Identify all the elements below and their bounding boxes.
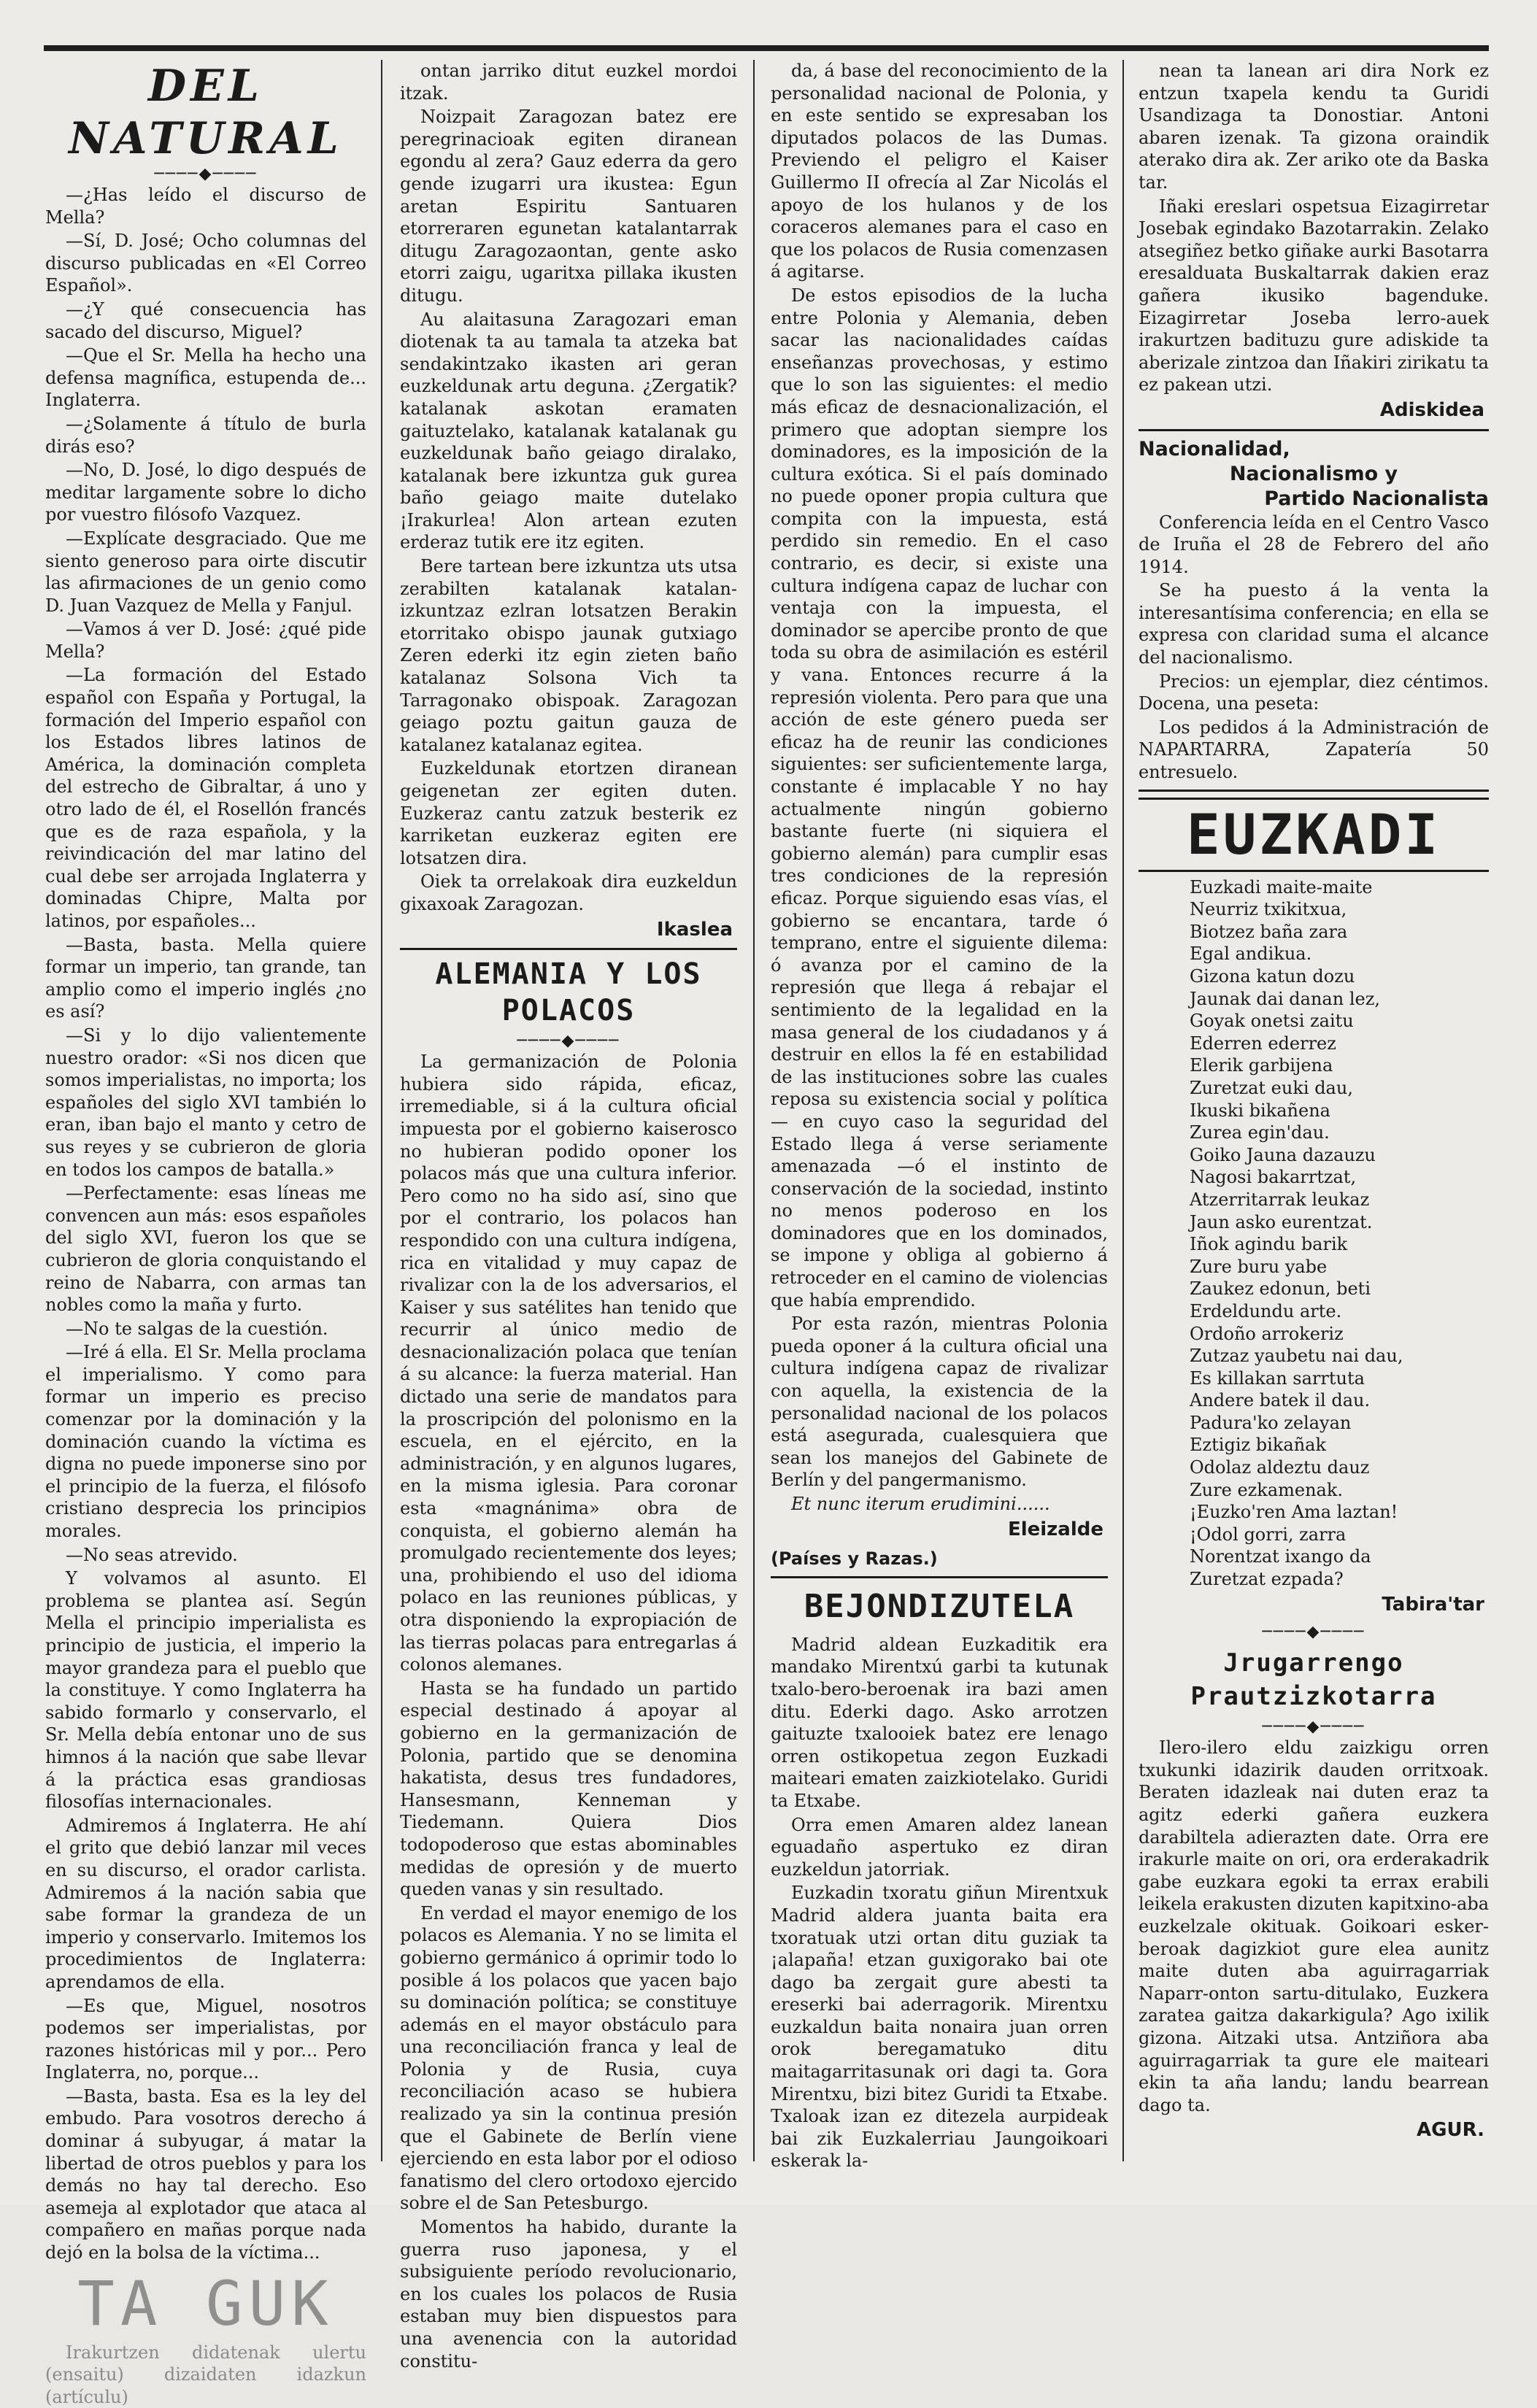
article-paragraph: —¿Solamente á título de burla dirás eso?: [45, 413, 366, 457]
del-natural-article: [45, 184, 366, 2264]
article-paragraph: —Que el Sr. Mella ha hecho una defensa magnífica, estupenda de... Inglaterra.: [45, 345, 366, 411]
ornament-divider: ────◆────: [1262, 1718, 1365, 1737]
article-paragraph: Euzkadin txoratu giñun Mirentxuk Madrid aldera juanta baita era txoratuak utzi ortan ditu guziak ta ¡alapaña! etzan guxigorako bai ote dago ba zergait gure abesti ta ereserki bai aderragorik. Mirentxu euzkaldun baita nonaira juan orren orok beregamatuko ditu maitagarritasunak ori dagi ta. Gora Mirentxu, bizi bitez Guridi ta Etxabe. Txaloak izan ez ditezela aurpideak bai zik Euzkalerriau Jaungoikoari eskerak la-: [771, 1883, 1108, 2172]
article-paragraph: —Perfectamente: esas líneas me convencen aun más: esos españoles del siglo XVI, fueron los que se cubrieron de gloria conquistando el reino de Nabarra, con armas tan nobles como la maña y furto.: [45, 1183, 366, 1316]
notice-paragraph: Se ha puesto á la venta la interesantísima conferencia; en ella se expresa con claridad suma el alcance del nacionalismo.: [1139, 580, 1489, 668]
column-divider: [1122, 60, 1124, 2161]
article-paragraph: —Explícate desgraciado. Que me siento generoso para oirte discutir las afirmaciones de un genio como D. Juan Vazquez de Mella y Fanjul.: [45, 528, 366, 616]
article-paragraph: Hasta se ha fundado un partido especial destinado á apoyar al gobierno en la germanización de Polonia, partido que se denomina hakatista, desus tres fundadores, Hansesmann, Kenneman y Tiedemann. Quiera Dios todopoderoso que estas abominables medidas de opresión y de muerto queden vanas y sin resultado.: [400, 1678, 737, 1900]
column-3: [771, 60, 1108, 2176]
poem-line: Jaun asko eurentzat.: [1190, 1211, 1373, 1232]
poem-line: ¡Euzko'ren Ama laztan!: [1190, 1502, 1398, 1523]
euzkadi-poem: [1139, 876, 1489, 1591]
article-paragraph: —Sí, D. José; Ocho columnas del discurso publicadas en «El Correo Español».: [45, 231, 366, 296]
article-paragraph: —No, D. José, lo digo después de meditar largamente sobre lo dicho por vuestro filósofo Vazquez.: [45, 460, 366, 525]
article-paragraph: —¿Y qué consecuencia has sacado del discurso, Miguel?: [45, 298, 366, 342]
article-paragraph: —Es que, Miguel, nosotros podemos ser imperialistas, por razones históricas mil y por... Pero Inglaterra, no, porque...: [45, 1995, 366, 2083]
paises-y-razas: (Países y Razas.): [771, 1548, 938, 1570]
article-paragraph: Momentos ha habido, durante la guerra ruso japonesa, y el subsiguiente período revolucionario, en los cuales los polacos de Rusia estaban muy bien dispuestos para una avenencia con la autoridad constitu-: [400, 2217, 737, 2372]
top-rule: [44, 45, 1489, 51]
article-paragraph: —Basta, basta. Mella quiere formar un imperio, tan grande, tan amplio como el imperio inglés ¿no es así?: [45, 934, 366, 1022]
article-paragraph: —Basta, basta. Esa es la ley del embudo. Para vosotros derecho á dominar á subyugar, á matar la libertad de otros pueblos y para los demás no hay tal derecho. Eso asemeja al explotador que ataca al compañero en mañas porque nada dejó en la bolsa de la víctima...: [45, 2085, 366, 2264]
signature-tabira-tar: Tabira'tar: [1382, 1593, 1484, 1616]
alemania-heading: ALEMANIA Y LOS POLACOS: [435, 957, 702, 1028]
ornament-divider: ────◆────: [1262, 1623, 1365, 1642]
euzkadi-heading: EUZKADI: [1139, 798, 1489, 872]
article-paragraph: —¿Has leído el discurso de Mella?: [45, 185, 366, 228]
article-paragraph: Au alaitasuna Zaragozari eman diotenak ta au tamala ta atzeka bat sendakintzako ikasten ari geran euzkeldunak artu deguna. ¿Zergatik? katalanak askotan eramaten gaituztelako, katalanak katalanak gu euzkeldunak baño geiago diralako, katalanak bere izkuntza guk gurea baño geiago maite dutelako ¡Irakurlea! Alon artean ezuten erderaz tutik ere itz egiten.: [400, 309, 737, 553]
poem-line: Zure buru yabe: [1190, 1256, 1328, 1277]
poem-line: Zurea egin'dau.: [1190, 1122, 1330, 1143]
rule: [1139, 790, 1489, 792]
rule: [1139, 429, 1489, 431]
poem-line: Padura'ko zelayan: [1190, 1412, 1352, 1433]
alemania-article: [400, 1051, 737, 2372]
article-paragraph: Orra emen Amaren aldez lanean eguadaño aspertuko ez diran euzkeldun jatorriak.: [771, 1814, 1108, 1880]
article-paragraph: Madrid aldean Euzkaditik era mandako Mirentxú garbi ta kutunak txalo-bero-beroenak ira bazi amen ditu. Ederki dago. Asko arrotzen gaituzte txalooiek batez ere lenago orren ostikopetua zegon Euzkadi maiteari ematen zaizkiotelako. Guridi ta Etxabe.: [771, 1634, 1108, 1811]
article-paragraph: —Vamos á ver D. José: ¿qué pide Mella?: [45, 619, 366, 662]
polonia-article: [771, 60, 1108, 1492]
poem-line: ¡Odol gorri, zarra: [1190, 1524, 1347, 1545]
conferencia-notice: [1139, 512, 1489, 784]
rule: [400, 948, 737, 950]
article-paragraph: En verdad el mayor enemigo de los polacos es Alemania. Y no se limita el gobierno germánico á oprimir todo lo posible á los polacos que yacen bajo su dominación política; se constituye además en el mayor obstáculo para una reconciliación franca y leal de Polonia y de Rusia, cuya reconciliación acaso se hubiera realizado ya sin la continua presión que el Gabinete de Berlín viene ejerciendo en esta labor por el odioso fanatismo del clero ortodoxo ejercido sobre el de San Petesburgo.: [400, 1902, 737, 2214]
article-paragraph: Iñaki ereslari ospetsua Eizagirretar Josebak egindako Bazotarrakin. Zelako atsegiñez betko giñake aurki Basotarra eresalduata Buskaltarrak dakien eraz gañera ikusiko bagenduke. Eizagirretar Joseba lerro-auek irakurtzen badituzu gure adiskide ta aberizale zintzoa dan Iñakiri zirikatu ta ez pakean utzi.: [1139, 196, 1489, 395]
poem-line: Nagosi bakarrtzat,: [1190, 1167, 1357, 1188]
signature-agur: AGUR.: [1417, 2119, 1484, 2142]
column-4: [1139, 60, 1489, 2176]
frontoi-article: [1139, 60, 1489, 396]
poem-line: Zure ezkamenak.: [1190, 1479, 1344, 1500]
article-paragraph: La germanización de Polonia hubiera sido rápida, eficaz, irremediable, si á la cultura oficial impuesta por el gobierno kaiserosco no hubieran podido oponer los polacos más que una cultura inferior. Pero como no ha sido así, sino que por el contrario, los polacos han respondido con una cultura indígena, rica en vitalidad y muy capaz de rivalizar con la de los adversarios, el Kaiser y sus satélites han tenido que recurrir al único medio de desnacionalización polaca que tenían á su alcance: la fuerza material. Han dictado una serie de mandatos para la proscripción del polonismo en la escuela, en el ejército, en la administración, y en algunos lugares, en la misma iglesia. Para coronar esta «magnánima» obra de conquista, el gobierno alemán ha promulgado recientemente dos leyes; una, prohibiendo el uso del idioma polaco en las reuniones públicas, y otra disponiendo la expropiación de las tierras polacas para entregarlas á colonos alemanes.: [400, 1051, 737, 1675]
del-natural-heading: DEL NATURAL: [69, 61, 343, 164]
article-paragraph: Noizpait Zaragozan batez ere peregrinacioak egiten diranean egondu al zera? Gauz ederra da gero gende izugarri ura ikustea: Egun aretan Espiritu Santuaren etorreraren egunetan katalantarrak ditugu Zaragozaontan, gente asko etorri zaigu, ugaritxa pillaka ikusten ditugu.: [400, 107, 737, 306]
article-paragraph: Y volvamos al asunto. El problema se plantea así. Según Mella el principio imperialista es principio de justicia, el imperio la mayor grandeza para el pueblo que la constituye. Y como Inglaterra ha sabido formarlo y conservarlo, el Sr. Mella debía entonar uno de sus himnos á la nación que sabe llevar á la práctica esas grandiosas filosofías internacionales.: [45, 1568, 366, 1813]
article-paragraph: —La formación del Estado español con España y Portugal, la formación del Imperio español con los Estados libres latinos de América, la dominación completa del estrecho de Gibraltar, á uno y otro lado de él, el Rosellón francés que es de raza española, y la reivindicación del mar latino del cual debe ser arrojada Inglaterra y dominadas Chipre, Malta por latinos, por españoles...: [45, 665, 366, 931]
latin-quote: Et nunc iterum erudimini......: [791, 1494, 1050, 1514]
article-paragraph: da, á base del reconocimiento de la personalidad nacional de Polonia, y en este sentido se expresaban los diputados polacos de las Dumas. Previendo el peligro el Kaiser Guillermo II ofrecía al Zar Nicolás el apoyo de los hulanos y de los coraceros alemanes para el caso en que los polacos de Rusia comenzasen á agitarse.: [771, 61, 1108, 282]
bejondizutela-article: [771, 1634, 1108, 2172]
notice-paragraph: Los pedidos á la Administración de NAPARTARRA, Zapatería 50 entresuelo.: [1139, 717, 1489, 783]
article-paragraph: Euzkeldunak etortzen diranean geigenetan zer egiten duten. Euzkeraz cantu zatzuk besterik ez karriketan euzkeraz egiten ere lotsatzen dira.: [400, 758, 737, 868]
poem-line: Neurriz txikitxua,: [1190, 899, 1347, 920]
poem-line: Gizona katun dozu: [1190, 966, 1355, 987]
poem-line: Es killakan sarrtuta: [1190, 1367, 1365, 1389]
nacionalidad-heading-line1: Nacionalidad,: [1139, 437, 1290, 460]
poem-line: Norentzat ixango da: [1190, 1546, 1371, 1567]
article-paragraph: Bere tartean bere izkuntza uts utsa zerabilten katalanak katalan-izkuntzaz ezlran lotsatzen Berakin etorritako obispo jaunak gutxiago Zeren ederki itz egin zieten baño katalanaz Solsona Vich ta Tarragonako obispoak. Zaragozan geiago poztu gaitun gauza de katalanez katalanaz egitea.: [400, 556, 737, 755]
poem-line: Odolaz aldeztu dauz: [1190, 1457, 1370, 1478]
poem-line: Ikuski bikañena: [1190, 1100, 1330, 1121]
article-paragraph: —Iré á ella. El Sr. Mella proclama el imperialismo. Y como para formar un imperio es preciso comenzar por la dominación y la dominación cuando la víctima es digna no puede imponerse sino por el principio de la fuerza, el filósofo cristiano desprecia los principios morales.: [45, 1342, 366, 1542]
signature-eleizalde: Eleizalde: [1007, 1518, 1103, 1540]
column-divider: [753, 60, 755, 2161]
ornament-divider: ────◆────: [517, 1032, 620, 1051]
article-paragraph: Admiremos á Inglaterra. He ahí el grito que debió lanzar mil veces en su discurso, el orador carlista. Admiremos á la nación sabia que sabe formar la grandeza de un imperio y conservarlo. Imitemos los procedimientos de Inglaterra: aprendamos de ella.: [45, 1815, 366, 1992]
jrugarrengo-heading: Jrugarrengo Prautzizkotarra: [1190, 1648, 1437, 1712]
signature-adiskidea: Adiskidea: [1379, 398, 1484, 421]
jrugarrengo-article: [1139, 1737, 1489, 2116]
poem-line: Elerik garbijena: [1190, 1055, 1333, 1076]
article-paragraph: Ilero-ilero eldu zaizkigu orren txukunki idazirik dauden orritxoak. Beraten idazleak nai duten eraz ta agitz ederki gañera euzkera darabiltela adierazten date. Orra ere irakurle maite on ori, ora erderakadrik gabe euzkara egoki ta errax erabili leikela erakusten dizuten kapitxino-aba euzkelzale okituak. Goikoari esker-beroak dagizkiot gure elea aunitz maite duten aba aguirragarriak Naparr-onton sartu-ditulako, Euzkera zaratea gaitza dakarkigula? Ago ixilik gizona. Aitzaki utsa. Antziñora aba aguirragarriak ta gure ele maiteari ekin ta aña landu; landu bearrean dago ta.: [1139, 1737, 1489, 2115]
poem-line: Ederren ederrez: [1190, 1033, 1336, 1054]
poem-line: Zaukez edonun, beti: [1190, 1278, 1371, 1300]
poem-line: Andere batek il dau.: [1190, 1390, 1371, 1411]
article-paragraph: Oiek ta orrelakoak dira euzkeldun gixaxoak Zaragozan.: [400, 871, 737, 914]
poem-line: Biotzez baña zara: [1190, 921, 1348, 942]
poem-line: Jaunak dai danan lez,: [1190, 988, 1380, 1009]
poem-line: Goyak onetsi zaitu: [1190, 1011, 1354, 1032]
column-2: [400, 60, 737, 2372]
signature-ikaslea: Ikaslea: [656, 918, 733, 941]
ornament-divider: ────◆────: [154, 165, 258, 183]
bejondizutela-heading: BEJONDIZUTELA: [804, 1587, 1075, 1625]
poem-line: Euzkadi maite-maite: [1190, 876, 1373, 898]
poem-line: Eztigiz bikañak: [1190, 1435, 1326, 1456]
poem-line: Iñok agindu barik: [1190, 1234, 1348, 1255]
nacionalidad-heading-line2: Nacionalismo y: [1229, 462, 1398, 485]
nacionalidad-heading-line3: Partido Nacionalista: [1264, 487, 1489, 510]
article-paragraph: —Si y lo dijo valientemente nuestro orador: «Si nos dicen que somos imperialistas, no importa; los españoles del siglo XVI también lo eran, iban bajo el manto y cetro de sus reyes y se cubrieron de gloria en todos los campos de batalla.»: [45, 1024, 366, 1180]
zaragozan-article: [400, 60, 737, 916]
poem-line: Zuretzat euki dau,: [1190, 1077, 1353, 1098]
poem-line: Zutzaz yaubetu nai dau,: [1190, 1346, 1403, 1367]
poem-line: Erdeldundu arte.: [1190, 1300, 1342, 1321]
article-paragraph: —No seas atrevido.: [66, 1544, 238, 1565]
column-1: [45, 60, 366, 2407]
article-paragraph: De estos episodios de la lucha entre Polonia y Alemania, deben sacar las nacionalidades caídas enseñanzas provechosas, y estimo que lo son las siguientes: el medio más eficaz de desnacionalización, el primero que adoptan siempre los dominadores, es la imposición de la cultura exótica. Si el país dominado no puede oponer propia cultura que compita con la impuesta, está perdido sin remedio. En el caso contrario, es decir, si existe una cultura indígena capaz de luchar con ventaja con la impuesta, el dominador se apercibe pronto de que toda su obra de asimilación es estéril y vana. Entonces recurre á la represión violenta. Pero para que una acción de este género pueda ser eficaz ha de reunir las condiciones siguientes: ser suficientemente larga, constante é implacable Y no hay actualmente ningún gobierno bastante fuerte (ni siquiera el gobierno alemán) para cumplir esas tres condiciones de la represión eficaz. Porque siguiendo esas vías, el gobierno se encantara, tarde ó temprano, entre el siguiente dilema: ó avanza por el camino de la represión que llega á rebajar el sentimiento de la legalidad en la masa general de los ciudadanos y á destruir en ellos la fé en estabilidad de las instituciones sobre las cuales reposa su existencia social y política— en cuyo caso la seguridad del Estado llega á verse seriamente amenazada —ó el instinto de conservación de la sociedad, instinto no menos poderoso en los dominadores que en los dominados, se impone y obliga al gobierno á retroceder en el camino de violencias que había emprendido.: [771, 285, 1108, 1311]
poem-line: Egal andikua.: [1190, 943, 1312, 965]
poem-line: Zuretzat ezpada?: [1190, 1569, 1344, 1590]
article-paragraph: nean ta lanean ari dira Nork ez entzun txapela kendu ta Guridi Usandizaga ta Donostiar. Antoni abaren izenak. Ta gizona oraindik aterako dira ak. Zer ariko ote da Baska tar.: [1139, 61, 1489, 193]
article-paragraph: Por esta razón, mientras Polonia pueda oponer á la cultura oficial una cultura indígena capaz de rivalizar con aquella, la existencia de la personalidad nacional de los polacos está asegurada, cualesquiera que sean los manejos del Gabinete de Berlín y del pangermanismo.: [771, 1313, 1108, 1491]
ta-guk-heading: TA GUK: [77, 2267, 334, 2339]
poem-line: Ordoño arrokeriz: [1190, 1323, 1344, 1344]
notice-paragraph: Conferencia leída en el Centro Vasco de Iruña el 28 de Febrero del año 1914.: [1139, 512, 1489, 577]
article-paragraph: —No te salgas de la cuestión.: [66, 1318, 328, 1339]
article-paragraph: ontan jarriko ditut euzkel mordoi itzak.: [400, 61, 737, 104]
poem-line: Atzerritarrak leukaz: [1190, 1189, 1370, 1210]
notice-paragraph: Precios: un ejemplar, diez céntimos. Docena, una peseta:: [1139, 671, 1489, 714]
poem-line: Goiko Jauna dazauzu: [1190, 1144, 1376, 1165]
column-divider: [381, 60, 382, 2161]
rule: [771, 1576, 1108, 1578]
ta-guk-text: Irakurtzen didatenak ulertu (ensaitu) dizaidaten idazkun (artículu): [45, 2342, 366, 2407]
